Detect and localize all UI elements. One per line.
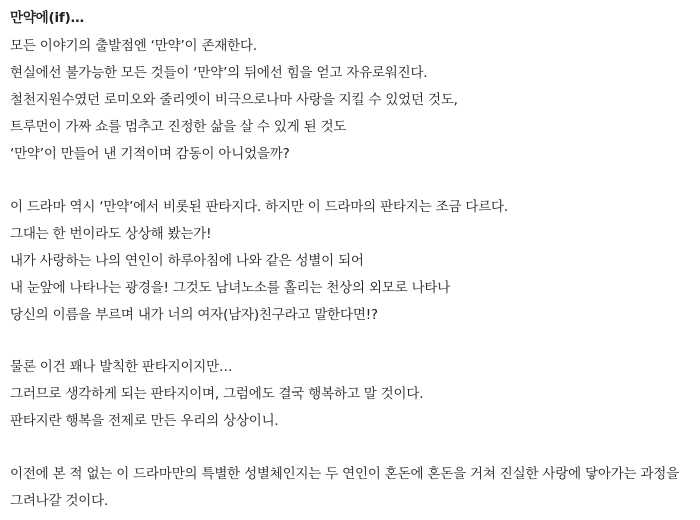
paragraph-2-line-2: 그대는 한 번이라도 상상해 봤는가! [10, 226, 212, 242]
paragraph-2-line-1: 이 드라마 역시 ‘만약’에서 비롯된 판타지다. 하지만 이 드라마의 판타지는 조금 다르다. [10, 199, 508, 215]
paragraph-4-line-2: 그려나갈 것이다. [10, 493, 109, 509]
paragraph-1-line-1: 모든 이야기의 출발점엔 ‘만약’이 존재한다. [10, 38, 257, 54]
paragraph-3-line-2: 그러므로 생각하게 되는 판타지이며, 그럼에도 결국 행복하고 말 것이다. [10, 386, 424, 402]
paragraph-1-line-5: ‘만약’이 만들어 낸 기적이며 감동이 아니었을까? [10, 146, 290, 162]
paragraph-2-line-3: 내가 사랑하는 나의 연인이 하루아침에 나와 같은 성별이 되어 [10, 253, 364, 269]
paragraph-1-line-4: 트루먼이 가짜 쇼를 멈추고 진정한 삶을 살 수 있게 된 것도 [10, 119, 347, 135]
paragraph-2-line-4: 내 눈앞에 나타나는 광경을! 그것도 남녀노소를 홀리는 천상의 외모로 나타나 [10, 280, 451, 296]
paragraph-4-line-1: 이전에 본 적 없는 이 드라마만의 특별한 성별체인지는 두 연인이 혼돈에 혼돈을 거쳐 진실한 사랑에 닿아가는 과정을 [10, 466, 679, 482]
paragraph-3-line-1: 물론 이건 꽤나 발칙한 판타지이지만… [10, 359, 233, 375]
paragraph-1-line-2: 현실에선 불가능한 모든 것들이 ‘만약’의 뒤에선 힘을 얻고 자유로워진다. [10, 65, 428, 81]
document-title: 만약에(if)… [10, 10, 84, 26]
paragraph-3-line-3: 판타지란 행복을 전제로 만든 우리의 상상이니. [10, 413, 279, 429]
paragraph-2-line-5: 당신의 이름을 부르며 내가 너의 여자(남자)친구라고 말한다면!? [10, 307, 378, 323]
paragraph-1-line-3: 철천지원수였던 로미오와 줄리엣이 비극으로나마 사랑을 지킬 수 있었던 것도, [10, 92, 458, 108]
